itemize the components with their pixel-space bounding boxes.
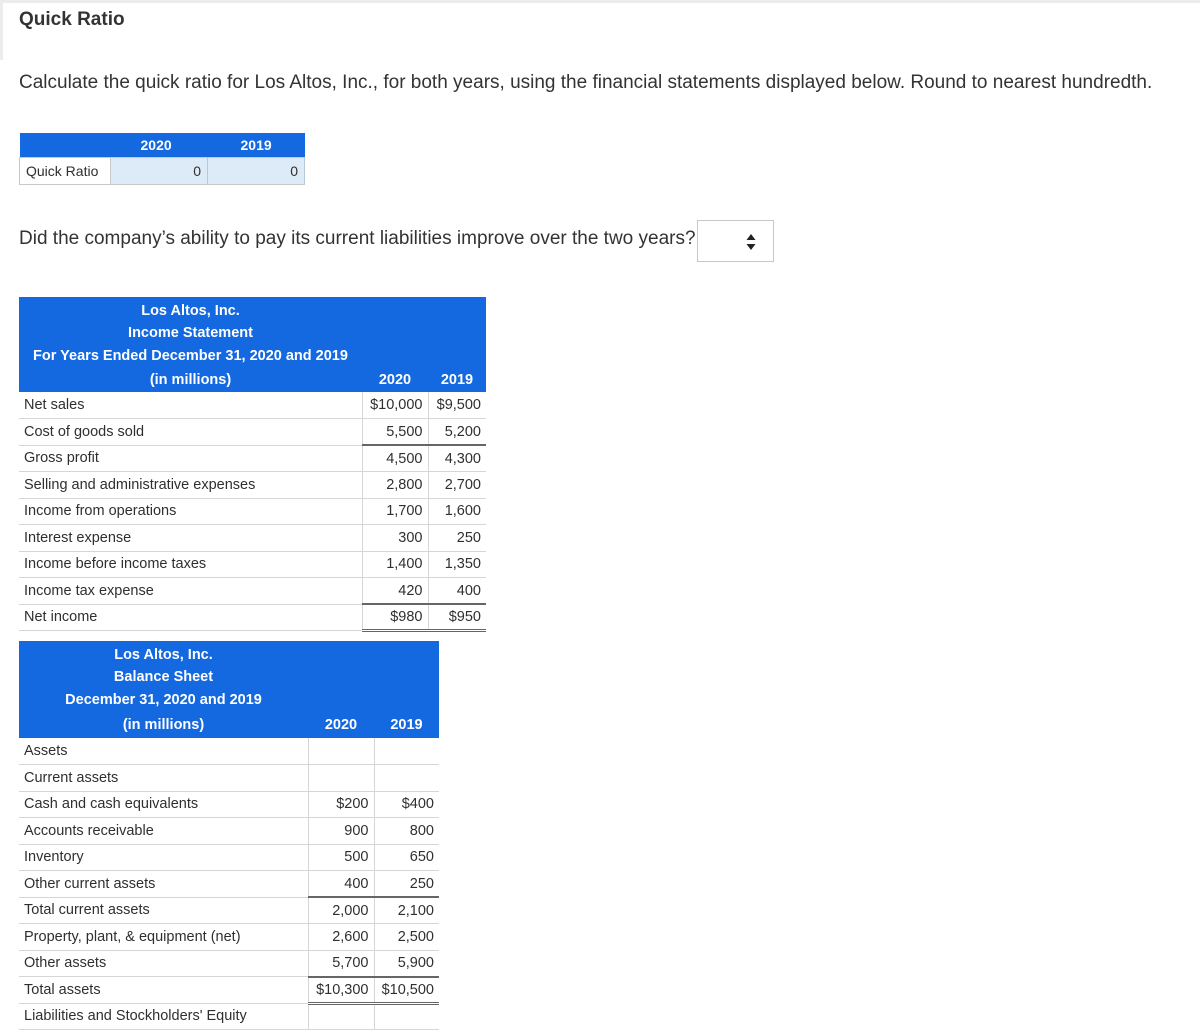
balance-row [19, 791, 439, 818]
balance-row [19, 924, 439, 951]
balance-header-blank [374, 688, 439, 712]
balance-value-2020: 900 [308, 818, 374, 845]
balance-value-2020: 2,600 [308, 924, 374, 951]
income-header-period-row [19, 344, 486, 367]
income-value-2019: $9,500 [428, 392, 486, 419]
improvement-select[interactable] [697, 220, 774, 262]
income-header-blank [362, 321, 428, 344]
balance-header-period-row [19, 688, 439, 712]
income-value-2019: 1,350 [428, 551, 486, 578]
balance-header-title-row [19, 665, 439, 688]
balance-label: Other current assets [19, 871, 308, 898]
balance-row [19, 844, 439, 871]
balance-value-2019: $400 [374, 791, 439, 818]
income-row [19, 604, 486, 631]
quick-ratio-header-blank [20, 133, 111, 157]
income-header-blank [428, 321, 486, 344]
income-value-2020: 2,800 [362, 472, 428, 499]
balance-value-2020: $200 [308, 791, 374, 818]
income-header-blank [428, 344, 486, 367]
balance-label: Total current assets [19, 897, 308, 924]
income-row [19, 525, 486, 552]
balance-value-2019: 2,100 [374, 897, 439, 924]
balance-row [19, 738, 439, 765]
improvement-question: Did the company’s ability to pay its current liabilities improve over the two years? [19, 228, 696, 249]
quick-ratio-2019-input[interactable]: 0 [208, 157, 305, 184]
balance-sheet-table [19, 641, 439, 1030]
income-row [19, 498, 486, 525]
instructions-text: Calculate the quick ratio for Los Altos, Inc., for both years, using the financial statements displayed below. Round to nearest hundredth. [19, 72, 1153, 93]
balance-row [19, 871, 439, 898]
balance-row [19, 818, 439, 845]
balance-value-2020: 500 [308, 844, 374, 871]
balance-header-blank [308, 665, 374, 688]
quick-ratio-label: Quick Ratio [20, 157, 111, 184]
balance-row [19, 977, 439, 1004]
balance-label: Accounts receivable [19, 818, 308, 845]
balance-header-blank [374, 641, 439, 665]
income-label: Gross profit [19, 445, 362, 472]
balance-row [19, 1003, 439, 1030]
balance-label: Cash and cash equivalents [19, 791, 308, 818]
balance-label: Other assets [19, 950, 308, 977]
balance-header-units-row [19, 712, 439, 738]
income-statement-table [19, 297, 486, 632]
income-header-units-row [19, 367, 486, 392]
income-statement-title: Income Statement [19, 321, 362, 344]
balance-company-name: Los Altos, Inc. [19, 641, 308, 665]
balance-header-company-row [19, 641, 439, 665]
balance-row [19, 950, 439, 977]
income-row [19, 578, 486, 605]
income-value-2020: 300 [362, 525, 428, 552]
balance-label: Total assets [19, 977, 308, 1004]
income-value-2019: 1,600 [428, 498, 486, 525]
income-row [19, 419, 486, 446]
balance-value-2020: 5,700 [308, 950, 374, 977]
income-header-title-row [19, 321, 486, 344]
balance-value-2019 [374, 1003, 439, 1030]
up-down-arrows-icon [746, 233, 756, 251]
income-value-2019: 400 [428, 578, 486, 605]
income-value-2019: 4,300 [428, 445, 486, 472]
balance-value-2019 [374, 738, 439, 765]
balance-label: Assets [19, 738, 308, 765]
balance-value-2020 [308, 765, 374, 792]
balance-value-2019: 800 [374, 818, 439, 845]
income-row [19, 445, 486, 472]
balance-year-2020: 2020 [308, 712, 374, 738]
income-value-2020: 5,500 [362, 419, 428, 446]
balance-value-2020 [308, 738, 374, 765]
income-label: Cost of goods sold [19, 419, 362, 446]
balance-row [19, 765, 439, 792]
balance-sheet-units: (in millions) [19, 712, 308, 738]
income-header-company-row [19, 297, 486, 321]
income-value-2019: 250 [428, 525, 486, 552]
balance-value-2019: 5,900 [374, 950, 439, 977]
balance-year-2019: 2019 [374, 712, 439, 738]
quick-ratio-header-row [20, 133, 305, 157]
quick-ratio-table [19, 133, 305, 185]
income-statement-period: For Years Ended December 31, 2020 and 2019 [19, 344, 362, 367]
income-label: Income tax expense [19, 578, 362, 605]
income-label: Net income [19, 604, 362, 631]
income-label: Interest expense [19, 525, 362, 552]
balance-value-2020: 400 [308, 871, 374, 898]
left-border [0, 0, 3, 60]
income-value-2019: $950 [428, 604, 486, 631]
balance-label: Current assets [19, 765, 308, 792]
income-label: Income from operations [19, 498, 362, 525]
balance-value-2020: 2,000 [308, 897, 374, 924]
income-value-2020: $10,000 [362, 392, 428, 419]
income-value-2019: 2,700 [428, 472, 486, 499]
page-title: Quick Ratio [19, 9, 125, 30]
income-company-name: Los Altos, Inc. [19, 297, 362, 321]
balance-header-blank [308, 641, 374, 665]
income-label: Income before income taxes [19, 551, 362, 578]
quick-ratio-header-2019: 2019 [208, 133, 305, 157]
balance-header-blank [308, 688, 374, 712]
income-header-blank [362, 297, 428, 321]
top-border [0, 0, 1200, 3]
balance-value-2019 [374, 765, 439, 792]
balance-sheet-period: December 31, 2020 and 2019 [19, 688, 308, 712]
balance-value-2019: 650 [374, 844, 439, 871]
income-row [19, 472, 486, 499]
income-year-2020: 2020 [362, 367, 428, 392]
income-value-2020: $980 [362, 604, 428, 631]
balance-value-2020 [308, 1003, 374, 1030]
income-header-blank [362, 344, 428, 367]
balance-label: Property, plant, & equipment (net) [19, 924, 308, 951]
balance-value-2020: $10,300 [308, 977, 374, 1004]
income-label: Selling and administrative expenses [19, 472, 362, 499]
quick-ratio-2020-input[interactable]: 0 [111, 157, 208, 184]
income-row [19, 392, 486, 419]
income-label: Net sales [19, 392, 362, 419]
income-year-2019: 2019 [428, 367, 486, 392]
income-value-2020: 1,400 [362, 551, 428, 578]
income-row [19, 551, 486, 578]
balance-row [19, 897, 439, 924]
income-value-2020: 1,700 [362, 498, 428, 525]
income-value-2019: 5,200 [428, 419, 486, 446]
income-statement-units: (in millions) [19, 367, 362, 392]
balance-value-2019: $10,500 [374, 977, 439, 1004]
income-value-2020: 4,500 [362, 445, 428, 472]
quick-ratio-row [20, 157, 305, 184]
balance-value-2019: 250 [374, 871, 439, 898]
balance-label: Liabilities and Stockholders' Equity [19, 1003, 308, 1030]
quick-ratio-header-2020: 2020 [111, 133, 208, 157]
balance-label: Inventory [19, 844, 308, 871]
balance-header-blank [374, 665, 439, 688]
income-header-blank [428, 297, 486, 321]
balance-value-2019: 2,500 [374, 924, 439, 951]
income-value-2020: 420 [362, 578, 428, 605]
balance-sheet-title: Balance Sheet [19, 665, 308, 688]
